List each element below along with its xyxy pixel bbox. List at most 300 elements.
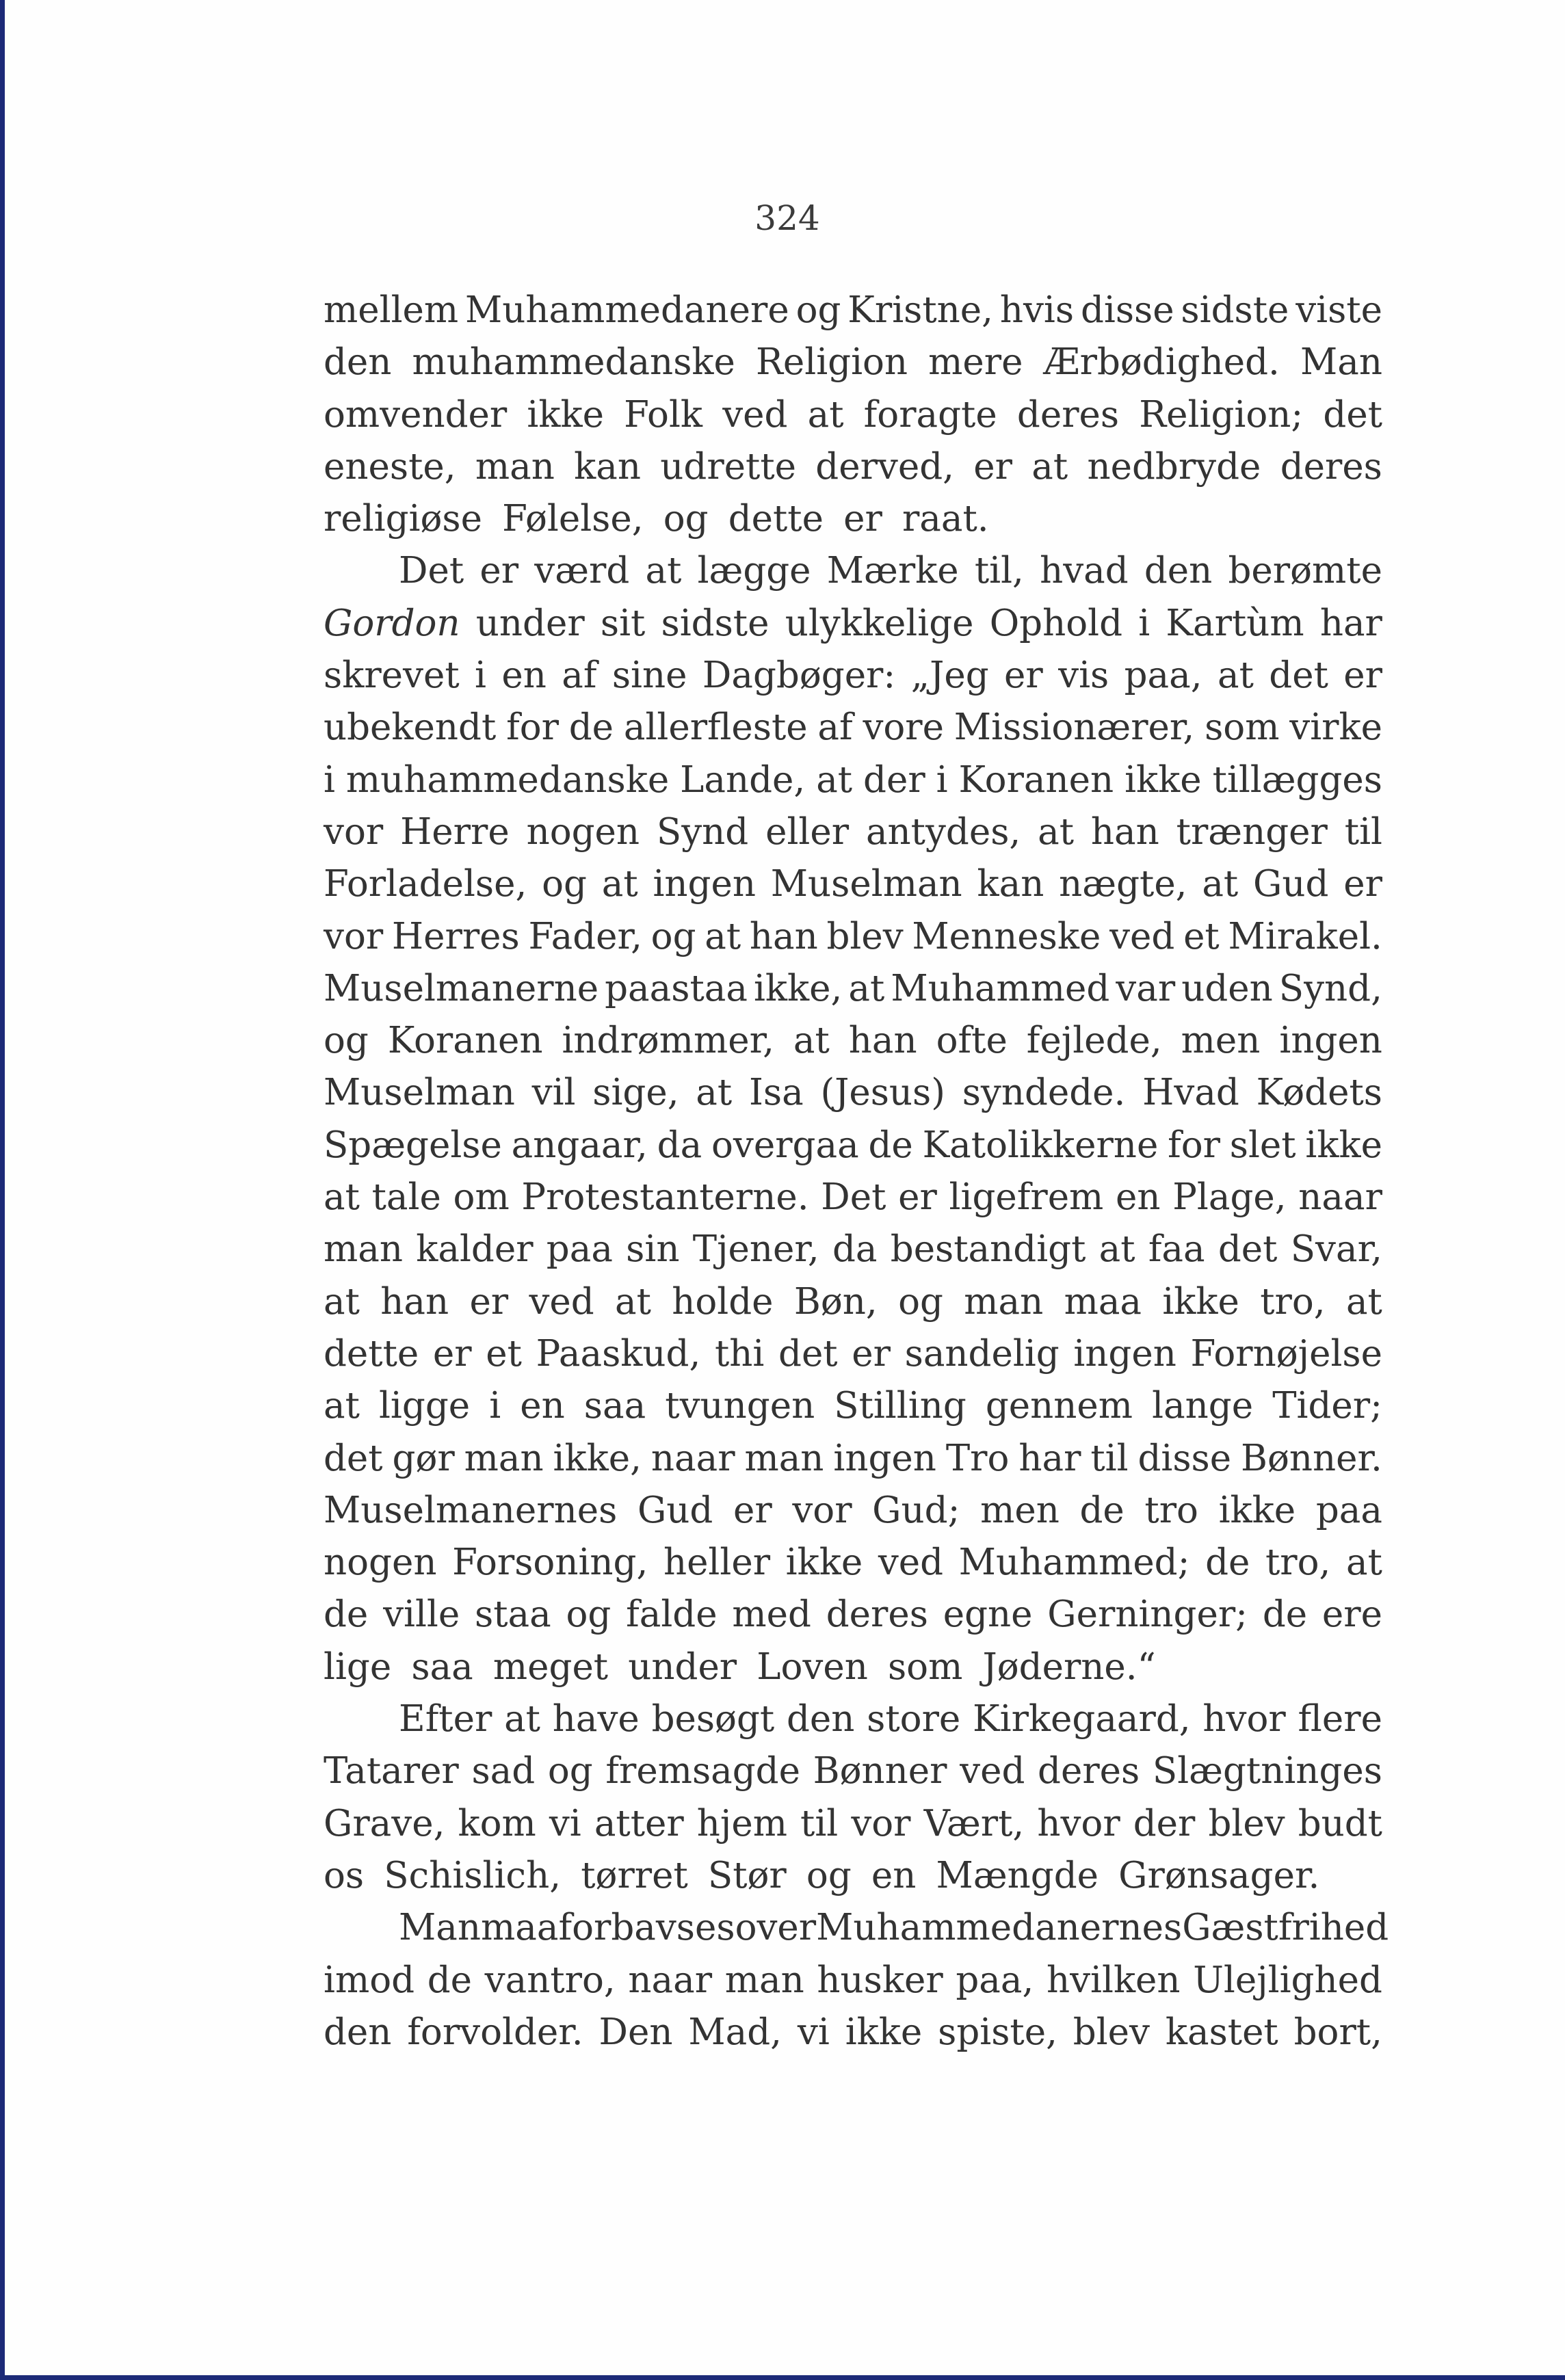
word: lange [1152,1385,1254,1427]
text-line [324,858,1382,910]
word: Bøn, [793,1280,878,1323]
word: af [817,706,853,749]
text-line [324,911,1382,963]
word: viste [1296,289,1382,331]
text-line [324,2007,1382,2059]
word: at [1346,1542,1382,1584]
word: Schislich, [384,1854,562,1896]
word: ulykkelige [785,602,974,644]
word: Loven [757,1645,868,1688]
word: et [486,1332,522,1375]
word: Koranen [958,758,1114,801]
word: paa [546,1228,613,1271]
word: muhammedanske [412,341,735,384]
word: tro, [1260,1280,1326,1323]
word: og [542,863,587,905]
word: og [663,498,709,540]
word: Plage, [1172,1176,1287,1219]
word: at [1099,1228,1135,1271]
word: tillægges [1212,758,1382,801]
word: Tjener, [692,1228,819,1271]
word: Kartùm [1166,602,1304,644]
word: har [1018,1437,1081,1479]
text-line [324,598,1382,650]
word: med [732,1594,811,1636]
word: blev [1208,1802,1285,1844]
word: det [324,1437,383,1479]
word: man [464,1437,544,1479]
word: blev [826,915,904,957]
word: men [980,1489,1060,1531]
word: er [973,445,1012,488]
word: Tatarer [324,1750,459,1793]
text-line [324,1224,1382,1275]
word: spiste, [938,2011,1057,2053]
word: Herres [391,915,520,957]
word: kan [574,445,641,488]
word: Gud [637,1489,713,1531]
word: vor [851,1802,911,1844]
word: Gerninger; [1047,1594,1248,1636]
word: thi [714,1332,765,1375]
word: for [1168,1124,1220,1166]
word: ikke, [553,1437,642,1479]
word: syndede. [962,1072,1126,1114]
word: tørret [581,1854,688,1896]
word: men [1181,1020,1261,1062]
word: er [432,1332,472,1375]
word: at [816,758,853,801]
word: ingen [833,1437,936,1479]
word: Kødets [1256,1072,1382,1114]
word: vis [1058,654,1109,697]
word: et [1183,915,1220,957]
word: man [964,1280,1044,1323]
word: Mærke [826,550,959,592]
word: er [733,1489,772,1531]
text-line [324,1485,1382,1537]
word: under [628,1645,737,1688]
word: hvis [999,289,1075,331]
word: ubekendt [324,706,497,749]
word: under [475,602,585,644]
word: uden [1181,967,1273,1009]
word: de [868,1124,913,1166]
word: han [380,1280,449,1323]
paragraph [324,545,1382,1693]
word: af [562,654,597,697]
word: husker [817,1959,943,2001]
word: bort, [1293,2011,1382,2053]
word: sige, [592,1072,679,1114]
word: da [657,1124,702,1166]
word: Fader, [528,915,642,957]
word: dette [324,1332,419,1375]
word: raat. [902,498,989,540]
word: Bønner [813,1750,947,1793]
word: nogen [324,1542,437,1584]
word: hvad [1040,550,1129,592]
word: flere [1298,1698,1382,1741]
word: deres [1016,393,1120,436]
word: det [1323,393,1382,436]
text-line [324,1276,1382,1328]
word: ligefrem [949,1176,1104,1219]
text-line [324,1745,1382,1797]
word: Folk [624,393,703,436]
word: deres [826,1594,928,1636]
word: Muhammedanernes [816,1907,1183,1949]
word: fejlede, [1026,1020,1162,1062]
text-line [324,336,1382,388]
text-line [324,754,1382,806]
word: Gordon [324,602,460,644]
word: „Jeg [910,654,989,697]
word: muhammedanske [345,758,670,801]
text-line [324,963,1382,1015]
word: og [324,1020,369,1062]
word: vor [792,1489,852,1531]
word: de [1205,1542,1250,1584]
word: Muselmanerne [324,967,599,1009]
text-line [324,702,1382,754]
word: at [793,1020,830,1062]
word: at [645,550,682,592]
text-line [324,1015,1382,1067]
word: Mad, [688,2011,782,2053]
word: sine [611,654,687,697]
word: da [832,1228,878,1271]
word: Religion; [1139,393,1304,436]
word: gør [392,1437,455,1479]
word: (Jesus) [820,1072,945,1114]
word: det [1269,654,1328,697]
word: Fornøjelse [1190,1332,1382,1375]
word: Dagbøger: [702,654,896,697]
word: Jøderne.“ [982,1645,1156,1688]
word: de [427,1959,472,2001]
word: overgaa [711,1124,859,1166]
word: værd [534,550,630,592]
word: antydes, [865,810,1021,853]
word: virke [1289,706,1382,749]
word: Synd [656,810,749,853]
text-line [324,1798,1382,1850]
word: er [843,498,882,540]
word: vi [797,2011,830,2053]
word: udrette [660,445,797,488]
word: den [324,341,392,384]
word: er [852,1332,891,1375]
word: ville [383,1594,460,1636]
word: Muhammed [891,967,1110,1009]
word: og [650,915,696,957]
word: imod [324,1959,415,2001]
word: Svar, [1290,1228,1382,1271]
word: hvilken [1046,1959,1181,2001]
word: var [1116,967,1176,1009]
text-line [324,441,1382,493]
word: at [1202,863,1239,905]
word: saa [583,1385,646,1427]
word: mere [928,341,1023,384]
word: Religion [755,341,908,384]
word: Muhammedanere [465,289,789,331]
word: Ærbødighed. [1043,341,1280,384]
word: Gud [1253,863,1329,905]
word: er [1004,654,1043,697]
word: budt [1298,1802,1382,1844]
word: slet [1229,1124,1296,1166]
word: ofte [936,1020,1008,1062]
word: sad [471,1750,536,1793]
word: Muselman [324,1072,515,1114]
word: Tro [945,1437,1010,1479]
word: egne [943,1594,1033,1636]
word: ligge [378,1385,471,1427]
word: er [1343,863,1382,905]
text-line [324,1902,1389,1954]
word: som [1205,706,1280,749]
word: til [800,1802,839,1844]
word: at [1345,1280,1382,1323]
word: Følelse, [502,498,644,540]
word: Gæstfrihed [1182,1907,1389,1949]
paragraph [324,1693,1382,1902]
word: tro [1144,1489,1198,1531]
word: ved [878,1542,944,1584]
word: sit [600,602,646,644]
word: besøgt [651,1698,775,1741]
word: Stør [707,1854,787,1896]
word: Det [399,550,464,592]
word: det [778,1332,838,1375]
word: meget [492,1645,609,1688]
text-line [324,1850,1382,1902]
word: paa, [956,1959,1034,2001]
text-line [324,545,1382,597]
word: i [324,758,335,801]
word: at [324,1385,360,1427]
word: Stilling [834,1385,966,1427]
word: vor [324,810,384,853]
word: kan [977,863,1044,905]
word: at [1217,654,1254,697]
text-line [324,806,1382,858]
word: at [615,1280,651,1323]
word: nægte, [1059,863,1187,905]
word: Mængde [936,1854,1099,1896]
word: de [1262,1594,1308,1636]
word: at [601,863,638,905]
word: ved [960,1750,1025,1793]
word: Slægtninges [1152,1750,1382,1793]
word: er [898,1176,937,1219]
text-line [324,1172,1382,1224]
word: at [504,1698,540,1741]
word: man [744,1437,824,1479]
word: de [324,1594,369,1636]
text-line [324,1380,1382,1432]
word: Man [1300,341,1382,384]
text-line [324,1537,1382,1589]
word: sidste [661,602,770,644]
word: i [475,654,486,697]
text-line [324,1589,1382,1641]
word: heller [663,1542,771,1584]
word: Bønner. [1241,1437,1382,1479]
word: paastaa [605,967,748,1009]
word: ingen [1279,1020,1382,1062]
word: ere [1321,1594,1382,1636]
word: over [735,1907,817,1949]
word: kom [458,1802,536,1844]
word: naar [628,1959,713,2001]
text-line [324,1328,1382,1380]
word: os [324,1854,365,1896]
word: ved [1109,915,1175,957]
word: at [696,1072,733,1114]
word: i [489,1385,501,1427]
word: og [898,1280,943,1323]
word: han [848,1020,917,1062]
word: Man [399,1907,482,1949]
word: en [871,1854,917,1896]
word: store [867,1698,961,1741]
word: gennem [985,1385,1133,1427]
word: for [506,706,559,749]
word: maa [1064,1280,1142,1323]
word: en [501,654,547,697]
word: Vært, [923,1802,1025,1844]
text-line [324,1067,1382,1119]
word: Kirkegaard, [973,1698,1191,1741]
word: den [1144,550,1213,592]
word: ingen [1073,1332,1176,1375]
word: og [547,1750,593,1793]
word: eller [765,810,850,853]
word: i [1138,602,1150,644]
word: naar [1298,1176,1382,1219]
word: der [1133,1802,1196,1844]
word: bestandigt [890,1228,1086,1271]
word: angaar, [511,1124,648,1166]
word: ikke [1305,1124,1382,1166]
word: det [1218,1228,1278,1271]
word: er [1343,654,1382,697]
word: Katolikkerne [922,1124,1159,1166]
word: have [552,1698,640,1741]
word: ikke [1162,1280,1239,1323]
word: Missionærer, [954,706,1195,749]
word: Koranen [387,1020,543,1062]
word: han [749,915,818,957]
word: Tider; [1272,1385,1382,1427]
word: de [568,706,614,749]
word: hvor [1037,1802,1120,1844]
word: han [1090,810,1159,853]
word: paa [1315,1489,1382,1531]
word: en [1116,1176,1161,1219]
word: vi [549,1802,581,1844]
word: og [795,289,841,331]
word: Protestanterne. [521,1176,809,1219]
word: lige [324,1645,392,1688]
word: den [786,1698,855,1741]
word: derved, [815,445,955,488]
word: dette [728,498,824,540]
word: deres [1280,445,1382,488]
word: at [1031,445,1068,488]
text-line [324,1120,1382,1172]
word: allerfleste [623,706,808,749]
word: Grønsager. [1118,1854,1320,1896]
word: tale [371,1176,441,1219]
text-line [324,493,1382,545]
word: eneste, [324,445,456,488]
word: Synd, [1278,967,1382,1009]
word: ved [722,393,788,436]
word: sin [626,1228,680,1271]
word: faa [1148,1228,1205,1271]
text-line [324,285,1382,336]
word: staa [475,1594,551,1636]
word: Mirakel. [1228,915,1382,957]
text-line [324,1433,1382,1485]
word: sandelig [904,1332,1060,1375]
word: forvolder. [407,2011,583,2053]
word: vil [531,1072,576,1114]
word: Lande, [680,758,806,801]
word: vore [863,706,944,749]
word: foragte [863,393,997,436]
word: som [887,1645,963,1688]
word: ikke [845,2011,923,2053]
word: disse [1080,289,1174,331]
word: skrevet [324,654,460,697]
word: er [469,1280,509,1323]
word: er [479,550,519,592]
word: trænger [1176,810,1328,853]
word: saa [411,1645,473,1688]
text-line [324,389,1382,441]
word: en [520,1385,565,1427]
word: ikke [785,1542,863,1584]
text-line [324,650,1382,702]
word: Isa [748,1072,804,1114]
word: mellem [324,289,459,331]
word: fremsagde [605,1750,800,1793]
word: falde [626,1594,718,1636]
word: ingen [653,863,756,905]
word: man [724,1959,804,2001]
word: forbavses [558,1907,735,1949]
text-line [324,1641,1382,1693]
word: at [1038,810,1075,853]
word: til [1090,1437,1129,1479]
word: om [453,1176,510,1219]
word: maa [481,1907,559,1949]
word: berømte [1228,550,1382,592]
word: at [324,1280,360,1323]
word: Ulejlighed [1193,1959,1382,2001]
word: Muselmanernes [324,1489,618,1531]
word: at [324,1176,360,1219]
word: kalder [416,1228,534,1271]
word: hvor [1202,1698,1286,1741]
word: hjem [696,1802,787,1844]
word: Paaskud, [536,1332,701,1375]
